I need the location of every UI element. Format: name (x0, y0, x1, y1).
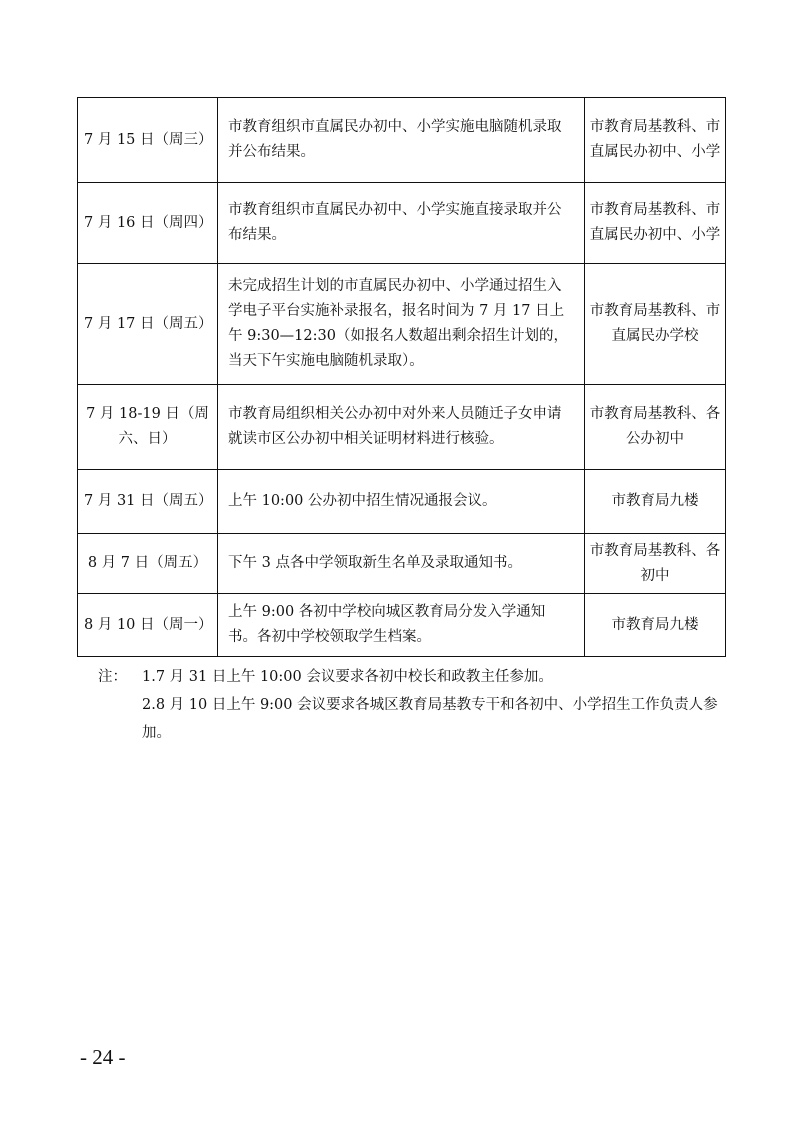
task-cell: 上午 9:00 各初中学校向城区教育局分发入学通知书。各初中学校领取学生档案。 (218, 594, 585, 657)
date-cell: 7 月 18-19 日（周六、日） (78, 385, 218, 470)
date-cell: 7 月 15 日（周三） (78, 98, 218, 183)
unit-cell: 市教育局九楼 (585, 594, 726, 657)
unit-cell: 市教育局基教科、各公办初中 (585, 385, 726, 470)
task-cell: 上午 10:00 公办初中招生情况通报会议。 (218, 470, 585, 534)
table-row (78, 264, 726, 385)
date-cell: 7 月 17 日（周五） (78, 264, 218, 385)
notes-label: 注： (98, 669, 127, 685)
note-item (98, 691, 723, 747)
note-item (98, 663, 723, 691)
table-row (78, 594, 726, 657)
schedule-table (77, 97, 726, 657)
task-cell: 未完成招生计划的市直属民办初中、小学通过招生入学电子平台实施补录报名，报名时间为 7 月 17 日上午 9:30—12:30（如报名人数超出剩余招生计划的，当天下午实施电脑随机录取）。 (218, 264, 585, 385)
page-number: - 24 - (80, 1045, 126, 1069)
table-row (78, 385, 726, 470)
table-row (78, 98, 726, 183)
table-row (78, 470, 726, 534)
task-cell: 市教育组织市直属民办初中、小学实施电脑随机录取并公布结果。 (218, 98, 585, 183)
note-text: 2.8 月 10 日上午 9:00 会议要求各城区教育局基教专干和各初中、小学招生工作负责人参加。 (142, 697, 718, 741)
notes-section (98, 663, 723, 747)
date-cell: 8 月 10 日（周一） (78, 594, 218, 657)
table-row (78, 534, 726, 594)
table-row (78, 183, 726, 264)
date-cell: 7 月 31 日（周五） (78, 470, 218, 534)
task-cell: 市教育组织市直属民办初中、小学实施直接录取并公布结果。 (218, 183, 585, 264)
note-text: 1.7 月 31 日上午 10:00 会议要求各初中校长和政教主任参加。 (142, 669, 553, 685)
task-cell: 市教育局组织相关公办初中对外来人员随迁子女申请就读市区公办初中相关证明材料进行核验。 (218, 385, 585, 470)
date-cell: 8 月 7 日（周五） (78, 534, 218, 594)
unit-cell: 市教育局基教科、市直属民办初中、小学 (585, 98, 726, 183)
unit-cell: 市教育局基教科、市直属民办学校 (585, 264, 726, 385)
task-cell: 下午 3 点各中学领取新生名单及录取通知书。 (218, 534, 585, 594)
unit-cell: 市教育局基教科、市直属民办初中、小学 (585, 183, 726, 264)
unit-cell: 市教育局九楼 (585, 470, 726, 534)
unit-cell: 市教育局基教科、各初中 (585, 534, 726, 594)
date-cell: 7 月 16 日（周四） (78, 183, 218, 264)
